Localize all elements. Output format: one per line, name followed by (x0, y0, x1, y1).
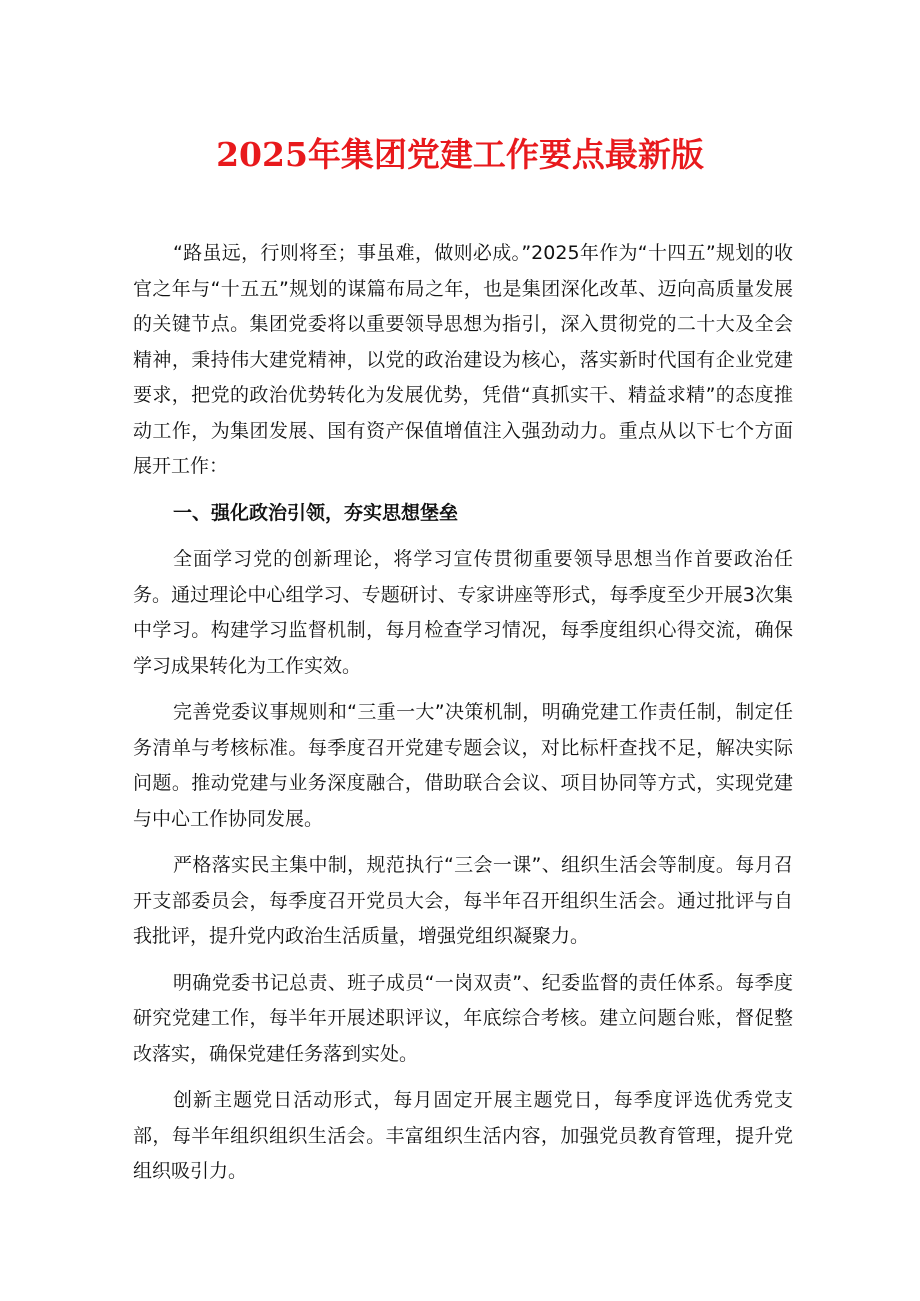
body-paragraph: 创新主题党日活动形式，每月固定开展主题党日，每季度评选优秀党支部，每半年组织组织生活会。丰富组织生活内容，加强党员教育管理，提升党组织吸引力。 (133, 1089, 793, 1182)
section-heading: 一、强化政治引领，夯实思想堡垒 (173, 501, 459, 524)
body-paragraph: 严格落实民主集中制，规范执行“三会一课”、组织生活会等制度。每月召开支部委员会，每季度召开党员大会，每半年召开组织生活会。通过批评与自我批评，提升党内政治生活质量，增强党组织凝聚力。 (133, 854, 793, 947)
intro-paragraph: “路虽远，行则将至；事虽难，做则必成。”2025年作为“十四五”规划的收官之年与“十五五”规划的谋篇布局之年，也是集团深化改革、迈向高质量发展的关键节点。集团党委将以重要领导思想为指引，深入贯彻党的二十大及全会精神，秉持伟大建党精神，以党的政治建设为核心，落实新时代国有企业党建要求，把党的政治优势转化为发展优势，凭借“真抓实干、精益求精”的态度推动工作，为集团发展、国有资产保值增值注入强劲动力。重点从以下七个方面展开工作： (133, 242, 793, 477)
document-body (133, 236, 793, 1190)
body-paragraph: 全面学习党的创新理论，将学习宣传贯彻重要领导思想当作首要政治任务。通过理论中心组学习、专题研讨、专家讲座等形式，每季度至少开展3次集中学习。构建学习监督机制，每月检查学习情况，每季度组织心得交流，确保学习成果转化为工作实效。 (133, 548, 793, 677)
document-title: 2025年集团党建工作要点最新版 (216, 135, 704, 174)
body-paragraph: 完善党委议事规则和“三重一大”决策机制，明确党建工作责任制，制定任务清单与考核标准。每季度召开党建专题会议，对比标杆查找不足，解决实际问题。推动党建与业务深度融合，借助联合会议、项目协同等方式，实现党建与中心工作协同发展。 (133, 701, 793, 830)
body-paragraph: 明确党委书记总责、班子成员“一岗双责”、纪委监督的责任体系。每季度研究党建工作，每半年开展述职评议，年底综合考核。建立问题台账，督促整改落实，确保党建任务落到实处。 (133, 971, 793, 1065)
